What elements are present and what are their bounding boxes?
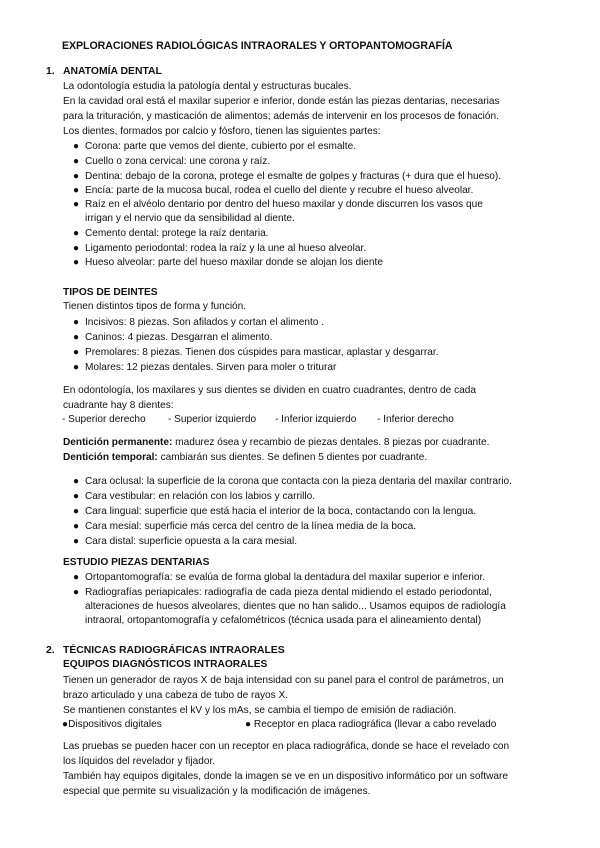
bullet-icon: ● — [73, 587, 80, 598]
paragraph-line: La odontología estudia la patología dental y estructuras bucales. — [63, 81, 352, 92]
paragraph-line: Las pruebas se pueden hacer con un receptor en placa radiográfica, donde se hace el revelado con — [63, 741, 510, 752]
bullet-icon: ● — [73, 347, 80, 358]
bullet-icon: ● — [73, 536, 80, 547]
bullet-icon: ● — [73, 141, 80, 152]
bullet-icon: ● — [73, 491, 80, 502]
cuadrante-item: - Superior izquierdo — [168, 414, 257, 425]
bullet-icon: ● — [73, 243, 80, 254]
bullet-icon: ● — [73, 199, 80, 210]
denticion-permanente: Dentición permanente: madurez ósea y recambio de piezas dentales. 8 piezas por cuadrante. — [63, 437, 490, 448]
bullet-icon: ● — [62, 719, 69, 730]
bullet-icon: ● — [73, 228, 80, 239]
denticion-temporal: Dentición temporal: cambiarán sus dientes. Se definen 5 dientes por cuadrante. — [63, 452, 428, 463]
paragraph-line: En la cavidad oral está el maxilar superior e inferior, donde están las piezas dentarias, necesarias — [63, 96, 500, 107]
bullet-icon: ● — [73, 362, 80, 373]
paragraph-line: cuadrante hay 8 dientes: — [63, 400, 174, 411]
paragraph-line: Los dientes, formados por calcio y fósforo, tienen las siguientes partes: — [63, 126, 381, 137]
section-number: 1. — [46, 66, 55, 77]
paragraph-line: los líquidos del revelador y fijador. — [63, 756, 216, 767]
bullet-icon: ● — [73, 257, 80, 268]
section-title: TÉCNICAS RADIOGRÁFICAS INTRAORALES — [63, 645, 285, 656]
paragraph-line: Tienen distintos tipos de forma y función. — [63, 301, 247, 312]
subsection-heading-equipos: EQUIPOS DIAGNÓSTICOS INTRAORALES — [63, 659, 268, 670]
bullet-icon: ● — [73, 185, 80, 196]
cuadrante-item: - Inferior izquierdo — [275, 414, 357, 425]
bullet-icon: ● — [73, 317, 80, 328]
paragraph-line: Tienen un generador de rayos X de baja intensidad con su panel para el control de parámetros, un — [63, 675, 504, 686]
bullet-icon: ● — [73, 171, 80, 182]
subsection-heading-tipos: TIPOS DE DEINTES — [63, 287, 158, 298]
bullet-icon: ● — [73, 506, 80, 517]
bullet-icon: ● — [73, 521, 80, 532]
bullet-icon: ● — [73, 332, 80, 343]
paragraph-line: En odontología, los maxilares y sus dientes se dividen en cuatro cuadrantes, dentro de cada — [63, 385, 476, 396]
bullet-icon: ● — [245, 719, 252, 730]
device-item: ● Receptor en placa radiográfica (llevar a cabo revelado — [245, 719, 497, 730]
document-title: EXPLORACIONES RADIOLÓGICAS INTRAORALES Y ORTOPANTOMOGRAFÍA — [62, 40, 453, 52]
bullet-icon: ● — [73, 572, 80, 583]
section-number: 2. — [46, 645, 55, 656]
bullet-icon: ● — [73, 156, 80, 167]
paragraph-line: para la trituración, y masticación de alimentos; además de intervenir en los procesos de fonación. — [63, 111, 499, 122]
paragraph-line: También hay equipos digitales, donde la imagen se ve en un dispositivo informático por un software — [63, 771, 508, 782]
device-item: ●Dispositivos digitales — [62, 719, 162, 730]
bullet-icon: ● — [73, 476, 80, 487]
cuadrante-item: - Superior derecho — [62, 414, 146, 425]
paragraph-line: Se mantienen constantes el kV y los mAs, se cambia el tiempo de emisión de radiación. — [63, 705, 457, 716]
subsection-heading-estudio: ESTUDIO PIEZAS DENTARIAS — [63, 557, 210, 568]
document-page: EXPLORACIONES RADIOLÓGICAS INTRAORALES Y ORTOPANTOMOGRAFÍA 1. ANATOMÍA DENTAL La odontología estudia la patología dental y estructuras bucales. En la cavidad oral está el maxilar superior e inferior, donde están las piezas dentarias, necesarias para la trituración, y masticación de alimentos; además de intervenir en los procesos de fonación. Los dientes, formados por calcio y fósforo, tienen las siguientes partes: ● Corona: parte que vemos del diente, cubierto por el esmalte. ● Cuello o zona cervical: une corona y raíz. ● Dentina: debajo de la corona, protege el esmalte de golpes y fracturas (+ dura que el hueso). ● Encía: parte de la mucosa bucal, rodea el cuello del diente y recubre el hueso alveolar. ● Raíz en el alvéolo dentario por dentro del hueso maxilar y donde discurren los vasos que irrigan y el nervio que da sensibilidad al diente. ● Cemento dental: protege la raíz dentaria. ● Ligamento periodontal: rodea la raíz y la une al hueso alveolar. ● Hueso alveolar: parte del hueso maxilar donde se alojan los diente TIPOS DE DEINTES Tienen distintos tipos de forma y función. ● Incisivos: 8 piezas. Son afilados y cortan el alimento . ● Caninos: 4 piezas. Desgarran el alimento. ● Premolares: 8 piezas. Tienen dos cúspides para masticar, aplastar y desgarrar. ● Molares: 12 piezas dentales. Sirven para moler o triturar En odontología, los maxilares y sus dientes se dividen en cuatro cuadrantes, dentro de cada cuadrante hay 8 dientes: - Superior derecho - Superior izquierdo - Inferior izquierdo - Inferior derecho Dentición permanente: madurez ósea y recambio de piezas dentales. 8 piezas por cuadrante. Dentición temporal: cambiarán sus dientes. Se definen 5 dientes por cuadrante. ● Cara oclusal: la superficie de la corona que contacta con la pieza dentaria del maxilar contrario. ● Cara vestibular: en relación con los labios y carrillo. ● Cara lingual: superficie que está hacia el interior de la boca, contactando con la lengua. ● Cara mesial: superficie más cerca del centro de la línea media de la boca. ● Cara distal: superficie opuesta a la cara mesial. ESTUDIO PIEZAS DENTARIAS ● Ortopantomografía: se evalúa de forma global la dentadura del maxilar superior e inferior. ● Radiografías periapicales: radiografía de cada pieza dental midiendo el estado periodontal, alteraciones de huesos alveolares, dientes que no han salido... Usamos equipos de radiología intraoral, ortopantomografía y cefalométricos (técnica usada para el alineamiento dental) 2. TÉCNICAS RADIOGRÁFICAS INTRAORALES EQUIPOS DIAGNÓSTICOS INTRAORALES Tienen un generador de rayos X de baja intensidad con su panel para el control de parámetros, un brazo articulado y una cabeza de tubo de rayos X. Se mantienen constantes el kV y los mAs, se cambia el tiempo de emisión de radiación. ●Dispositivos digitales ● Receptor en placa radiográfica (llevar a cabo revelado Las pruebas se pueden hacer con un receptor en placa radiográfica, donde se hace el revelado con los líquidos del revelador y fijador. También hay equipos digitales, donde la imagen se ve en un dispositivo informático por un software especial que permite su visualización y la modificación de imágenes. — [46, 40, 512, 797]
paragraph-line: brazo articulado y una cabeza de tubo de rayos X. — [63, 690, 289, 701]
paragraph-line: especial que permite su visualización y la modificación de imágenes. — [63, 786, 371, 797]
cuadrante-item: - Inferior derecho — [377, 414, 454, 425]
section-title: ANATOMÍA DENTAL — [63, 66, 162, 77]
